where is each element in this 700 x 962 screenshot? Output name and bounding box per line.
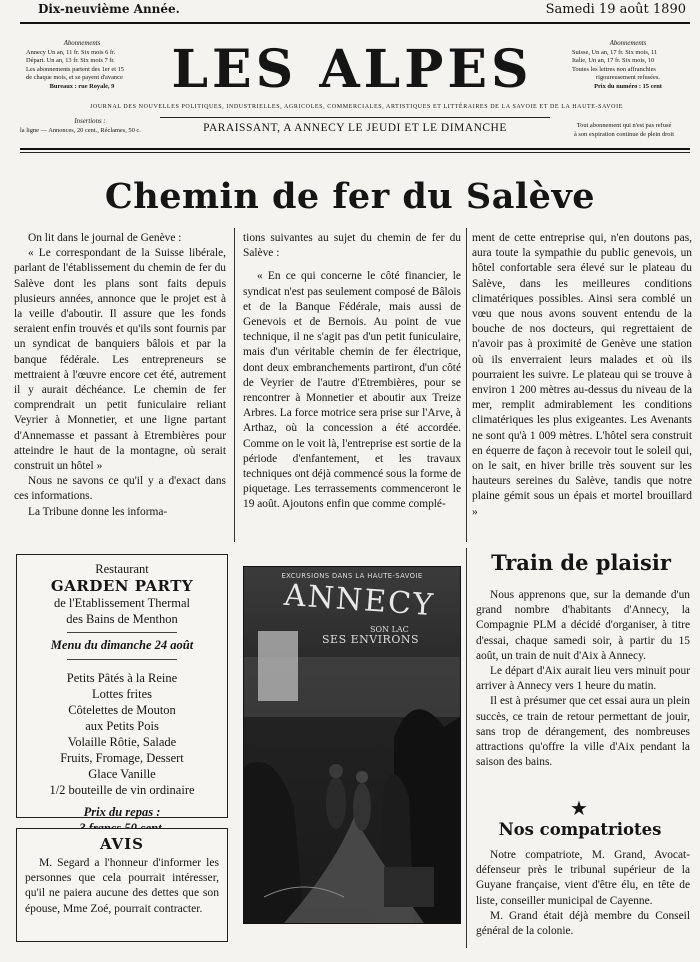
subscription-line: Départ. Un an, 13 fr. Six mois 7 fr. — [26, 57, 115, 65]
renewal-line: Tout abonnement qui n'est pas refusé — [576, 122, 672, 129]
paragraph: Nous apprenons que, sur la demande d'un grand nombre d'habitants d'Annecy, la Compagnie PLM a décidé d'organiser, à titre d'essai, chaque samedi soir, à partir du 15 août, un train de nuit d'Aix à Annecy. — [476, 589, 690, 662]
notice-title: AVIS — [99, 835, 145, 853]
subscription-line: Suisse, Un an, 17 fr. Six mois, 11 — [572, 48, 658, 56]
menu-item: Côtelettes de Mouton — [68, 703, 176, 717]
subscription-line: Toutes les lettres non affranchies — [572, 65, 656, 73]
masthead-top-rule — [20, 22, 690, 24]
notice-box — [16, 828, 228, 942]
poster-caption: EXCURSIONS DANS LA HAUTE-SAVOIE — [281, 572, 423, 580]
paragraph: Notre compatriote, M. Grand, Avocat-défenseur près le tribunal supérieur de la Guyane française, vient d'être élu, en tête de liste, conseiller municipal de Cayenne. — [476, 849, 690, 907]
menu-item: Volaille Rôtie, Salade — [67, 735, 177, 749]
menu-item: Petits Pâtés à la Reine — [66, 671, 178, 685]
notice-body: M. Segard a l'honneur d'informer les personnes que cela pourrait intéresser, qu'il ne paiera aucune des dettes que son épouse, Mme Zoé, pourrait contracter. — [25, 856, 219, 915]
menu-separator — [67, 659, 177, 660]
issue-price: Prix du numéro : 15 cent — [594, 82, 662, 90]
subscription-line: de chaque mois, et se payent d'avance — [26, 74, 123, 82]
article-column-3 — [472, 231, 692, 520]
newspaper-title: LES ALPES — [171, 39, 533, 100]
subscription-line: Italie, Un an, 17 fr. Six mois, 10 — [572, 57, 655, 65]
publication-schedule: PARAISSANT, A ANNECY LE JEUDI ET LE DIMANCHE — [203, 122, 507, 134]
establishment-line: des Bains de Menthon — [66, 612, 178, 626]
insertion-line: la ligne — Annonces, 20 cent., Réclames, 50 c. — [20, 126, 141, 134]
menu-item: 1/2 bouteille de vin ordinaire — [49, 783, 195, 797]
paragraph: « En ce qui concerne le côté financier, le syndicat n'est pas seulement composé de Bâlois et de la Banque Fédérale, mais aussi de Genevois et de Bernois. Au point de vue technique, il ne s'agit pas d'un petit funiculaire, mais d'un véritable chemin de fer électrique, dont deux embranchements partiront, d'un côté de Veyrier de l'autre d'Etrembières, pour se rencontrer à Monnetier et aboutir aux Treize Arbres. La force motrice sera prise sur l'Arve, à Arthaz, où la concession a été accordée. Comme on le voit là, l'entreprise est sortie de la période d'enfantement, et les travaux techniques ont déjà commencé sous la forme de piquetage. Les terrassements commenceront le 19 août. Ajoutons enfin que comme complé- — [243, 270, 461, 511]
train-article — [476, 588, 690, 770]
subscription-info-right — [572, 40, 684, 92]
compatriotes-article — [476, 848, 690, 939]
menu-item: Fruits, Fromage, Dessert — [60, 751, 184, 765]
poster-title: ANNECY — [282, 577, 436, 624]
poster-subtitle: SES ENVIRONS — [322, 633, 420, 646]
renewal-notice — [556, 122, 692, 139]
menu-item: aux Petits Pois — [85, 719, 159, 733]
subscription-line: Les abonnements partent des 1er et 15 — [26, 65, 124, 73]
subscription-heading: Abonnements — [609, 40, 647, 47]
article-column-2 — [243, 231, 461, 513]
column-divider — [234, 228, 235, 542]
menu-title: Menu du dimanche 24 août — [50, 638, 194, 652]
poster-subtitle: SON LAC — [370, 625, 409, 634]
insertion-heading: Insertions : — [74, 118, 106, 125]
masthead-bottom-rule-thin — [20, 152, 690, 153]
menu-item: Lottes frites — [91, 687, 153, 701]
menu-items — [17, 670, 227, 798]
restaurant-name: GARDEN PARTY — [50, 577, 194, 595]
poster-artwork — [244, 567, 460, 923]
paragraph: Il est à présumer que cet essai aura un plein succès, ce train de retour permettant de jouir, sans trop de dérangement, des nombreuses attractions qu'offre la ville d'Aix pendant la saison des bains. — [476, 695, 690, 769]
paragraph: Nous ne savons ce qu'il y a d'exact dans ces informations. — [14, 475, 226, 503]
paragraph: On lit dans le journal de Genève : — [28, 232, 182, 244]
paragraph: Le départ d'Aix aurait lieu vers minuit pour arriver à Annecy vers 1 heure du matin. — [476, 665, 690, 693]
subscription-info-left — [26, 40, 138, 92]
subscription-line: rigoureusement refusées. — [596, 74, 660, 82]
article-column-1 — [14, 231, 226, 520]
paragraph: ment de cette entreprise qui, n'en doutons pas, aura toute la sympathie du public genevois, un hôtel confortable sera élevé sur le plateau du Salève, dans les meilleures conditions climatériques possibles. Ainsi sera comblé un vœu que nous avons souvent entendu de la bouche de nos docteurs, qui regrettaient de n'avoir pas à proximité de Genève une station où ils enverraient leurs malades et où ils pourraient les suivre. Le plateau qui se trouve à environ 1 200 mètres au-dessus du niveau de la mer, remplit admirablement les conditions climatériques les plus exigeantes. Les Avenants ne sont qu'à 1 009 mètres. L'hôtel sera construit en équerre de façon à recevoir tout le soleil qui, on le sait, en hiver brille très souvent sur les hauteurs sereines du Salève, tandis que notre plaine gémit sous un épais et mortel brouillard » — [472, 232, 692, 518]
subtitle-rule — [160, 117, 550, 118]
masthead-bottom-rule — [20, 148, 690, 150]
renewal-line: à son expiration continue de plein droit — [573, 130, 675, 138]
paragraph: tions suivantes au sujet du chemin de fer du Salève : — [243, 232, 461, 260]
menu-item: Glace Vanille — [88, 767, 156, 781]
edition-year: Dix-neuvième Année. — [38, 2, 180, 16]
issue-date: Samedi 19 août 1890 — [545, 2, 686, 17]
subscription-heading: Abonnements — [63, 40, 101, 47]
train-headline: Train de plaisir — [491, 550, 671, 575]
top-line — [20, 2, 686, 22]
insertion-info — [20, 118, 160, 135]
headline: Chemin de fer du Salève — [104, 176, 596, 217]
subscription-line: Annecy Un an, 11 fr. Six mois 6 fr. — [26, 48, 116, 56]
compatriotes-headline: Nos compatriotes — [498, 820, 662, 839]
paragraph: « Le correspondant de la Suisse libérale, parlant de l'établissement du chemin de fer du Salève dont les plans sont faits depuis plusieurs années, annonce que le projet est à la veille d'aboutir. Il assure que les fonds seraient enfin trouvés et qu'ils sont fournis par un syndicat de banquiers bâlois et par la banque fédérale. Les entrepreneurs se mettraient à l'œuvre encore cet été, autrement il y aurait déchéance. Le chemin de fer comprendrait un petit funiculaire reliant Veyrier à Monnetier, et une ligne partant d'Annemasse et passant à Etrembières pour atteindre le haut de la montagne, où serait construit un hôtel » — [14, 247, 226, 473]
newspaper-subtitle: JOURNAL DES NOUVELLES POLITIQUES, INDUSTRIELLES, AGRICOLES, COMMERCIALES, ARTISTIQUES ET LITTÉRAIRES DE LA SAVOIE ET DE LA HAUTE-SAVOIE — [90, 104, 623, 110]
price-label: Prix du repas : — [83, 805, 161, 819]
paragraph: M. Grand était déjà membre du Conseil général de la colonie. — [476, 909, 690, 938]
paragraph: La Tribune donne les informa- — [28, 505, 168, 518]
restaurant-menu-ad — [16, 554, 228, 818]
restaurant-label: Restaurant — [95, 562, 149, 576]
menu-separator — [67, 632, 177, 633]
column-divider — [466, 548, 467, 948]
annecy-poster-image — [243, 566, 461, 924]
office-address: Bureaux : rue Royale, 9 — [49, 82, 115, 90]
column-divider — [466, 228, 467, 542]
star-ornament: ★ — [570, 796, 588, 820]
establishment-line: de l'Etablissement Thermal — [53, 596, 190, 610]
